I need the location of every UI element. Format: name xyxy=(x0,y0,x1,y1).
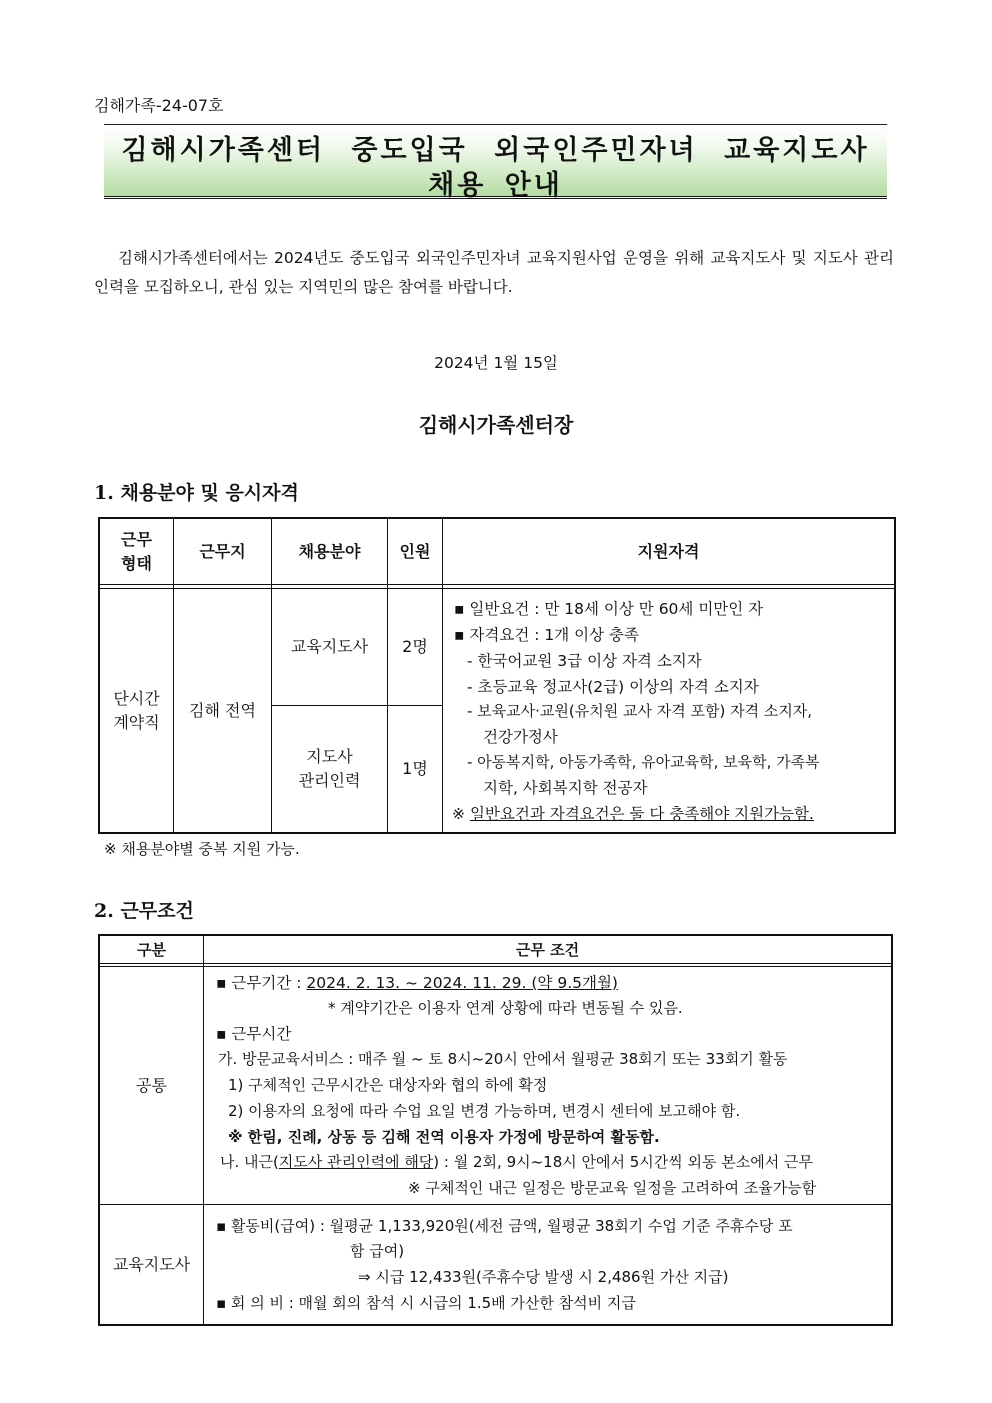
field-cell: 지도사 관리인력 xyxy=(298,747,361,790)
duplicate-application-note: ※ 채용분야별 중복 지원 가능. xyxy=(104,840,300,858)
work-period xyxy=(216,971,618,993)
internal-target: 지도사 관리인력에 해당 xyxy=(278,1153,434,1171)
internal-pre: 나. 내근( xyxy=(220,1153,279,1171)
page-title-line1: 김해시가족센터 중도입국 외국인주민자녀 교육지도사 xyxy=(121,135,870,166)
page-title-line2: 채용 안내 xyxy=(428,170,563,201)
table-border xyxy=(98,832,896,834)
work-period-value: 2024. 2. 13. ~ 2024. 11. 29. (약 9.5개월) xyxy=(306,974,618,992)
header-count: 인원 xyxy=(399,541,431,561)
work-period-label: ▪ 근무기간 : xyxy=(216,974,302,992)
hourly-wage: ⇒ 시급 12,433원(주휴수당 발생 시 2,486원 가산 지급) xyxy=(358,1268,729,1286)
qualification-line: - 초등교육 정교사(2급) 이상의 자격 소지자 xyxy=(467,678,759,696)
announcement-date: 2024년 1월 15일 xyxy=(434,354,558,372)
note-text: 일반요건과 자격요건은 둘 다 충족해야 지원가능함. xyxy=(469,805,814,823)
visit-area-note: ※ 한림, 진례, 상동 등 김해 전역 이용자 가정에 방문하여 활동함. xyxy=(228,1128,660,1146)
header-location: 근무지 xyxy=(199,541,246,561)
qualification-line: 지학, 사회복지학 전공자 xyxy=(483,779,648,797)
signer: 김해시가족센터장 xyxy=(418,413,574,437)
qualification-line: ▪ 일반요건 : 만 18세 이상 만 60세 미만인 자 xyxy=(454,600,764,618)
section2-heading: 2. 근무조건 xyxy=(94,900,194,922)
field-cell: 교육지도사 xyxy=(290,637,369,656)
section1-heading: 1. 채용분야 및 응시자격 xyxy=(94,482,299,504)
qualification-line: 건강가정사 xyxy=(483,728,558,746)
header-work-type: 근무 형태 xyxy=(121,529,152,573)
qualification-note xyxy=(452,802,814,824)
internal-note: ※ 구체적인 내근 일정은 방문교육 일정을 고려하여 조율가능함 xyxy=(408,1179,817,1197)
internal-work xyxy=(220,1151,813,1172)
count-cell: 1명 xyxy=(402,759,428,778)
pay-line: 함 급여) xyxy=(350,1242,405,1260)
table-divider xyxy=(98,963,893,964)
table-divider xyxy=(98,966,893,967)
meeting-fee: ▪ 회 의 비 : 매월 회의 참석 시 시급의 1.5배 가산한 참석비 지급 xyxy=(216,1294,636,1312)
visit-detail: 2) 이용자의 요청에 따라 수업 요일 변경 가능하며, 변경시 센터에 보고해야 함. xyxy=(228,1102,741,1120)
table-divider xyxy=(203,934,204,1325)
table-divider xyxy=(98,584,896,585)
internal-post: ) : 월 2회, 9시~18시 안에서 5시간씩 외동 본소에서 근무 xyxy=(433,1153,813,1171)
intro-paragraph: 김해시가족센터에서는 2024년도 중도입국 외국인주민자녀 교육지원사업 운영을 위해 교육지도사 및 지도사 관리인력을 모집하오니, 관심 있는 지역민의 많은 참여를 바랍니다. xyxy=(94,249,894,296)
visit-detail: 1) 구체적인 근무시간은 대상자와 협의 하에 확정 xyxy=(228,1076,548,1094)
work-period-note: * 계약기간은 이용자 연계 상황에 따라 변동될 수 있음. xyxy=(328,999,683,1017)
visit-service: 가. 방문교육서비스 : 매주 월 ~ 토 8시~20시 안에서 월평균 38회기 또는 33회기 활동 xyxy=(218,1050,788,1068)
pay-line: ▪ 활동비(급여) : 월평균 1,133,920원(세전 금액, 월평균 38회기 수업 기준 주휴수당 포 xyxy=(216,1217,793,1235)
teacher-label: 교육지도사 xyxy=(112,1254,191,1274)
header-qualification: 지원자격 xyxy=(637,541,700,561)
common-label: 공통 xyxy=(136,1075,167,1095)
header-field: 채용분야 xyxy=(298,541,361,561)
qualification-line: - 한국어교원 3급 이상 자격 소지자 xyxy=(467,652,702,670)
table-border xyxy=(98,1324,893,1326)
note-mark: ※ xyxy=(452,805,465,823)
header-category: 구분 xyxy=(137,940,166,959)
location-cell: 김해 전역 xyxy=(189,700,256,720)
count-cell: 2명 xyxy=(402,637,428,656)
table-border xyxy=(891,934,893,1326)
qualification-line: ▪ 자격요건 : 1개 이상 충족 xyxy=(454,626,639,644)
qualification-line: - 아동복지학, 아동가족학, 유아교육학, 보육학, 가족복 xyxy=(467,753,820,771)
header-conditions: 근무 조건 xyxy=(515,940,580,959)
table-border xyxy=(894,517,896,834)
work-hours-label: ▪ 근무시간 xyxy=(216,1025,292,1043)
table-divider xyxy=(98,1204,893,1205)
document-number: 김해가족-24-07호 xyxy=(94,96,224,115)
qualification-line: - 보육교사·교원(유치원 교사 자격 포함) 자격 소지자, xyxy=(467,702,813,720)
work-type-cell: 단시간 계약직 xyxy=(113,688,160,732)
title-banner xyxy=(104,124,887,199)
